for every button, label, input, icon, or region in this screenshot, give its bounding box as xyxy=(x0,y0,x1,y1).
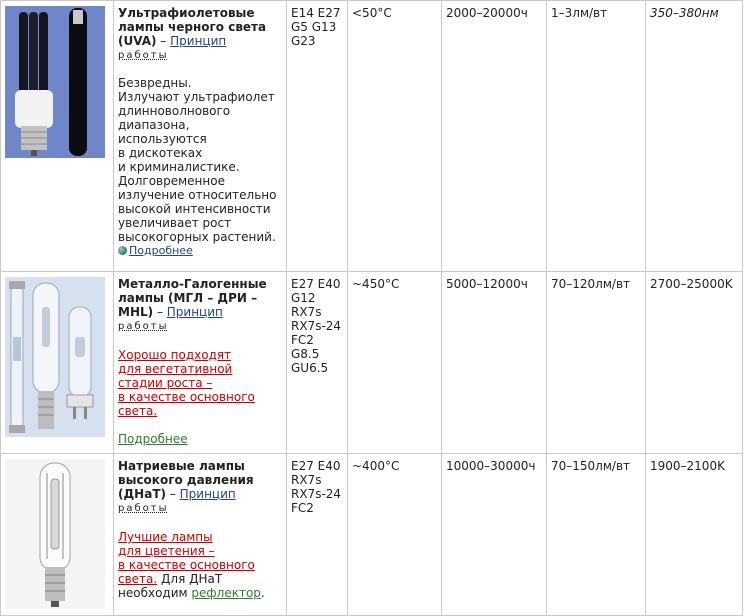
socket-line: RX7s xyxy=(291,305,322,319)
sodium-lamp-image xyxy=(5,459,105,609)
text-line: высокой интенсивности xyxy=(118,202,271,216)
lamp-title: Металло-Галогенные лампы (МГЛ – ДРИ – MHL) xyxy=(118,277,267,319)
more-link[interactable]: Подробнее xyxy=(118,432,188,446)
note-text xyxy=(118,530,282,600)
dash: – xyxy=(156,34,171,48)
uv-lamp-image xyxy=(5,6,105,158)
socket-line: RX7s xyxy=(291,473,322,487)
temperature-cell: ~450°C xyxy=(348,272,442,454)
table-row xyxy=(1,272,743,454)
socket-line: E27 E40 xyxy=(291,459,341,473)
lifetime-cell: 10000–30000ч xyxy=(442,454,547,616)
works-link[interactable]: работы xyxy=(118,50,169,61)
lamp-description-cell xyxy=(114,1,287,272)
socket-line: FC2 xyxy=(291,501,314,515)
extra-text: необходим xyxy=(118,586,192,600)
table-row xyxy=(1,1,743,272)
note-link[interactable]: света. xyxy=(118,404,158,418)
note-link[interactable]: Лучшие лампы xyxy=(118,530,213,544)
lamp-description-cell xyxy=(114,454,287,616)
more-row xyxy=(118,244,282,258)
text-line: диапазона, xyxy=(118,118,190,132)
text-line: увеличивает рост xyxy=(118,216,232,230)
note-link[interactable]: для вегетативной xyxy=(118,362,233,376)
efficiency-cell: 70–150лм/вт xyxy=(547,454,646,616)
lamp-title: Ультрафиолетовые лампы черного света (UVA) xyxy=(118,6,267,48)
socket-line: RX7s-24 xyxy=(291,487,342,501)
works-link[interactable]: работы xyxy=(118,321,169,332)
text-line: высокогорных растений. xyxy=(118,230,276,244)
socket-line: G8.5 xyxy=(291,347,320,361)
principle-link[interactable]: Принцип xyxy=(166,305,223,319)
sockets-cell xyxy=(287,454,348,616)
spectrum-cell: 1900–2100K xyxy=(646,454,743,616)
note-last-line xyxy=(118,572,222,586)
dash: – xyxy=(153,305,167,319)
table-row xyxy=(1,454,743,616)
image-cell xyxy=(1,454,114,616)
note-link[interactable]: стадии роста – xyxy=(118,376,213,390)
text-line: Долговременное xyxy=(118,174,225,188)
text-line: длинноволнового xyxy=(118,104,231,118)
socket-line: RX7s-24 xyxy=(291,319,342,333)
text-line: Безвредны. xyxy=(118,76,192,90)
spectrum-cell: 2700–25000K xyxy=(646,272,743,454)
note-link[interactable]: для цветения – xyxy=(118,544,215,558)
image-cell xyxy=(1,272,114,454)
socket-line: FC2 xyxy=(291,333,314,347)
principle-link[interactable]: Принцип xyxy=(179,487,236,501)
lamp-description-cell xyxy=(114,272,287,454)
note-link[interactable]: в качестве основного xyxy=(118,390,255,404)
temperature-cell: <50°C xyxy=(348,1,442,272)
note-text xyxy=(118,348,282,418)
note-link[interactable]: в качестве основного xyxy=(118,558,255,572)
image-cell xyxy=(1,1,114,272)
sockets-cell: E14 E27 G5 G13 G23 xyxy=(287,1,348,272)
temperature-cell: ~400°C xyxy=(348,454,442,616)
efficiency-cell: 70–120лм/вт xyxy=(547,272,646,454)
more-link[interactable]: Подробнее xyxy=(129,244,193,257)
extra-text: . xyxy=(260,586,265,600)
works-link[interactable]: работы xyxy=(118,503,169,514)
lamp-title: Натриевые лампы высокого давления (ДНаТ) xyxy=(118,459,254,501)
note-link[interactable]: света. xyxy=(118,572,158,586)
principle-link[interactable]: Принцип xyxy=(170,34,227,48)
dash: – xyxy=(165,487,180,501)
lifetime-cell: 5000–12000ч xyxy=(442,272,547,454)
text-line: используются xyxy=(118,132,207,146)
socket-line: GU6.5 xyxy=(291,361,329,375)
spectrum-cell: 350–380нм xyxy=(646,1,743,272)
socket-line: G12 xyxy=(291,291,316,305)
socket-line: E27 E40 xyxy=(291,277,341,291)
extra-text: Для ДНаТ xyxy=(157,572,223,586)
text-line: излучение относительно xyxy=(118,188,277,202)
efficiency-cell: 1–3лм/вт xyxy=(547,1,646,272)
reflector-link[interactable]: рефлектор xyxy=(191,586,261,600)
metal-halide-lamp-image xyxy=(5,277,105,437)
note-link[interactable]: Хорошо подходят xyxy=(118,348,232,362)
sockets-cell xyxy=(287,272,348,454)
lifetime-cell: 2000–20000ч xyxy=(442,1,547,272)
description-text xyxy=(118,76,282,244)
globe-icon xyxy=(118,246,127,255)
text-line: в дискотеках xyxy=(118,146,203,160)
text-line: Излучают ультрафиолет xyxy=(118,90,275,104)
text-line: и криминалистике. xyxy=(118,160,240,174)
reflector-line xyxy=(118,586,282,600)
